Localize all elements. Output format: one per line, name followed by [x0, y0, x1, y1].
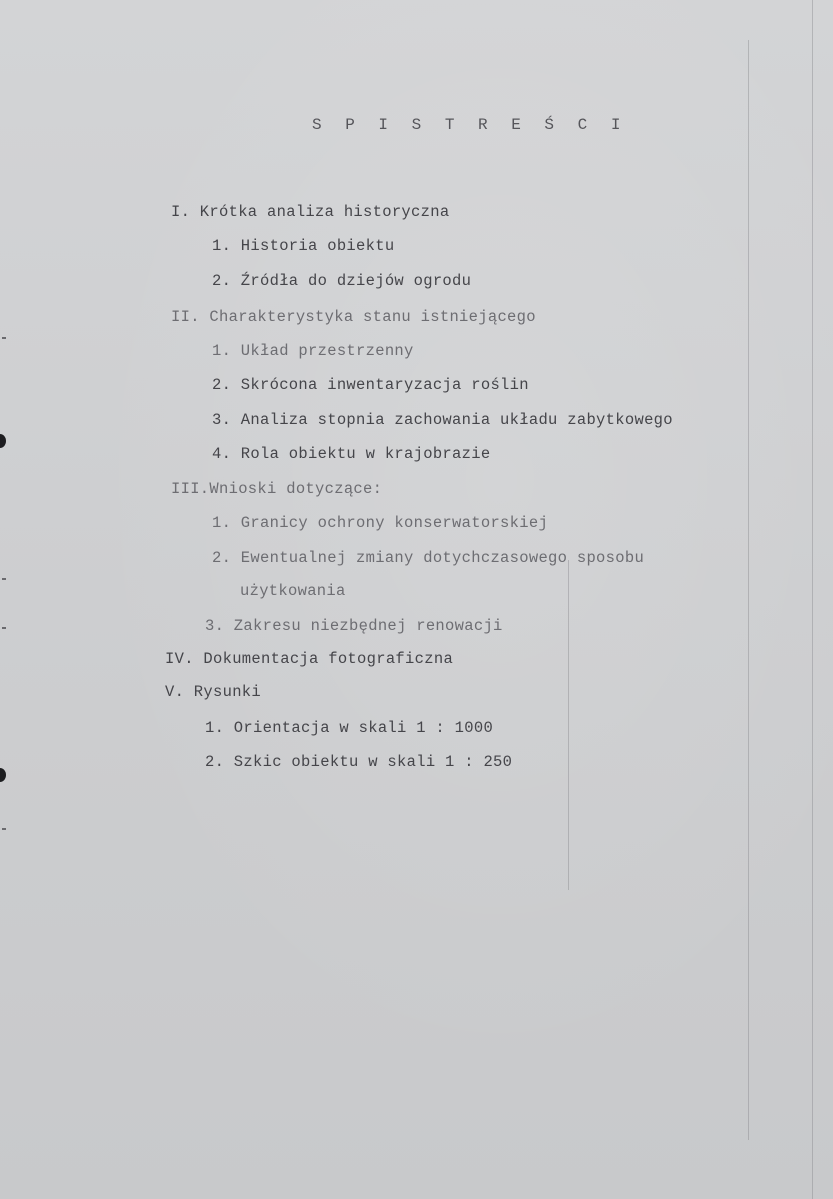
edge-mark [2, 337, 6, 339]
page-title: S P I S T R E Ś C I [312, 116, 628, 134]
toc-subitem: 1. Granicy ochrony konserwatorskiej [212, 514, 549, 532]
toc-subitem: 4. Rola obiektu w krajobrazie [212, 445, 491, 463]
toc-section-3: III.Wnioski dotyczące: [171, 480, 383, 498]
paper-fold-line [748, 40, 749, 1140]
toc-subitem: 3. Analiza stopnia zachowania układu zabytkowego [212, 411, 673, 429]
edge-mark [2, 578, 6, 580]
toc-subitem-continuation: użytkowania [240, 582, 346, 600]
toc-section-4: IV. Dokumentacja fotograficzna [165, 650, 454, 668]
paper-fold-line [812, 0, 813, 1199]
toc-subitem: 2. Ewentualnej zmiany dotychczasowego sposobu [212, 549, 645, 567]
toc-subitem: 2. Źródła do dziejów ogrodu [212, 272, 472, 290]
toc-subitem: 1. Układ przestrzenny [212, 342, 414, 360]
toc-section-2: II. Charakterystyka stanu istniejącego [171, 308, 536, 326]
binder-hole [0, 434, 6, 448]
toc-subitem: 2. Szkic obiektu w skali 1 : 250 [205, 753, 513, 771]
toc-subitem: 3. Zakresu niezbędnej renowacji [205, 617, 503, 635]
paper-fold-line [568, 560, 569, 890]
toc-subitem: 1. Orientacja w skali 1 : 1000 [205, 719, 494, 737]
edge-mark [2, 627, 6, 629]
toc-subitem: 1. Historia obiektu [212, 237, 395, 255]
toc-section-1: I. Krótka analiza historyczna [171, 203, 450, 221]
edge-mark [2, 828, 6, 830]
binder-hole [0, 768, 6, 782]
toc-section-5: V. Rysunki [165, 683, 262, 701]
toc-subitem: 2. Skrócona inwentaryzacja roślin [212, 376, 529, 394]
